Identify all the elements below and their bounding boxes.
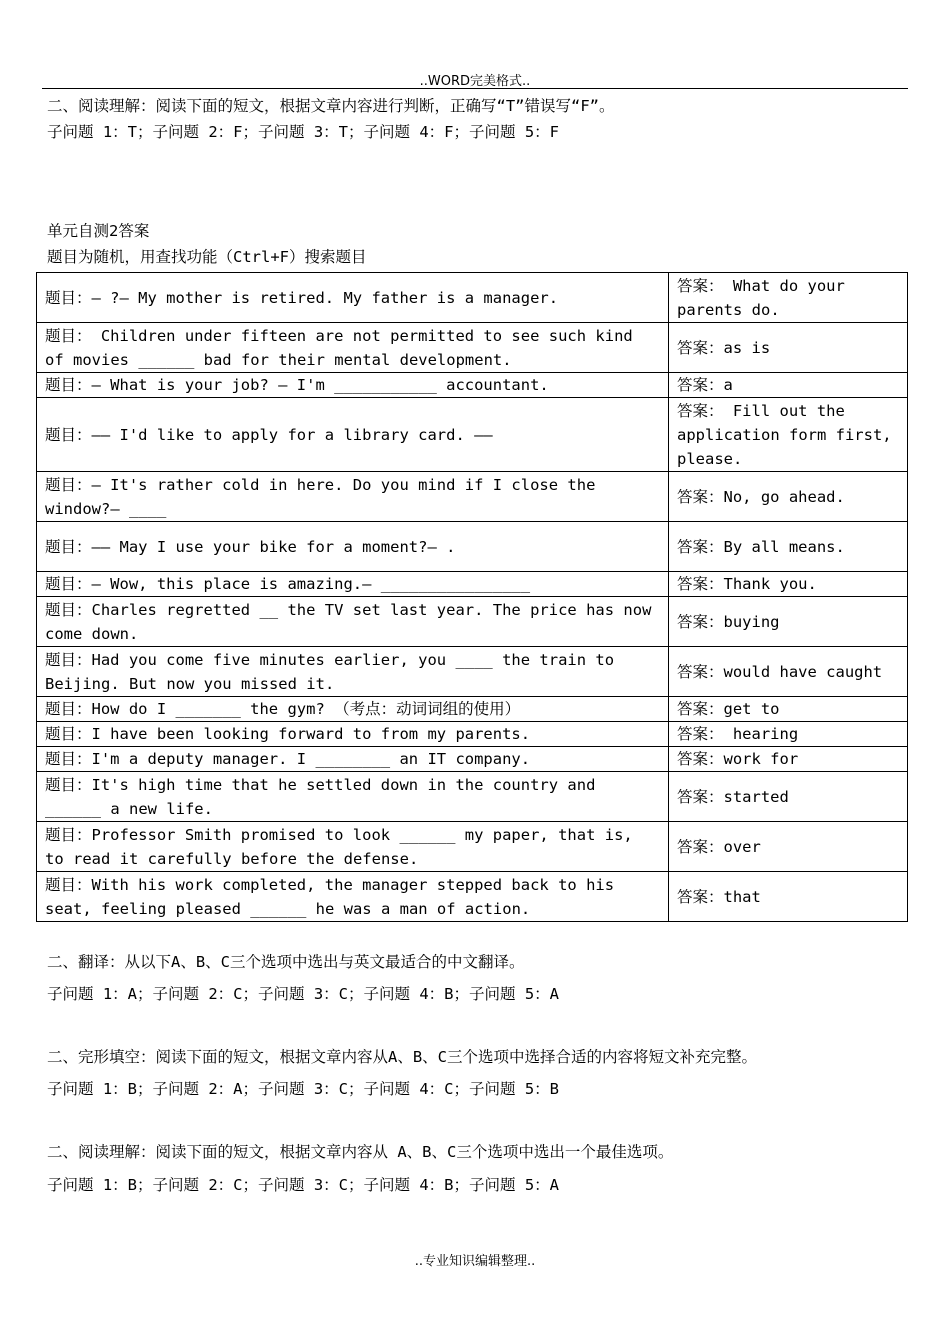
unit-title: 单元自测2答案	[47, 222, 150, 240]
answer-cell: 答案：would have caught	[669, 647, 908, 697]
question-cell: 题目：— Wow, this place is amazing.— ________________	[37, 572, 669, 597]
table-row	[37, 472, 908, 522]
question-cell: 题目：Charles regretted __ the TV set last year. The price has now come down.	[37, 597, 669, 647]
answer-cell: 答案：buying	[669, 597, 908, 647]
answer-cell: 答案：work for	[669, 747, 908, 772]
answer-cell: 答案：a	[669, 373, 908, 398]
question-cell: 题目：— It's rather cold in here. Do you mind if I close the window?— ____	[37, 472, 669, 522]
question-cell: 题目：With his work completed, the manager stepped back to his seat, feeling pleased ______ he was a man of action.	[37, 872, 669, 922]
table-row	[37, 647, 908, 697]
answer-cell: 答案：over	[669, 822, 908, 872]
section-cloze-answers: 子问题 1：B；子问题 2：A；子问题 3：C；子问题 4：C；子问题 5：B	[47, 1080, 559, 1098]
table-row	[37, 697, 908, 722]
question-cell: 题目：I have been looking forward to from my parents.	[37, 722, 669, 747]
answer-cell: 答案：that	[669, 872, 908, 922]
answer-table	[36, 272, 908, 922]
answer-cell: 答案：get to	[669, 697, 908, 722]
table-row	[37, 872, 908, 922]
section-cloze-title: 二、完形填空：阅读下面的短文，根据文章内容从A、B、C三个选项中选择合适的内容将短文补充完整。	[47, 1048, 757, 1066]
answer-cell: 答案：started	[669, 772, 908, 822]
answer-cell: 答案：as is	[669, 323, 908, 373]
question-cell: 题目：Professor Smith promised to look ______ my paper, that is, to read it carefully before the defense.	[37, 822, 669, 872]
intro-section-title: 二、阅读理解：阅读下面的短文，根据文章内容进行判断，正确写“T”错误写“F”。	[47, 97, 615, 115]
answer-cell: 答案： What do your parents do.	[669, 273, 908, 323]
table-row	[37, 597, 908, 647]
table-row	[37, 722, 908, 747]
page-footer: ..专业知识编辑整理..	[414, 1254, 536, 1269]
table-row	[37, 273, 908, 323]
table-row	[37, 572, 908, 597]
table-row	[37, 323, 908, 373]
question-cell: 题目：It's high time that he settled down in the country and ______ a new life.	[37, 772, 669, 822]
question-cell: 题目：— ?— My mother is retired. My father is a manager.	[37, 273, 669, 323]
section-reading-answers: 子问题 1：B；子问题 2：C；子问题 3：C；子问题 4：B；子问题 5：A	[47, 1176, 559, 1194]
table-row	[37, 398, 908, 472]
intro-section-answers: 子问题 1：T；子问题 2：F；子问题 3：T；子问题 4：F；子问题 5：F	[47, 123, 559, 141]
unit-note: 题目为随机，用查找功能（Ctrl+F）搜索题目	[47, 248, 367, 266]
table-row	[37, 772, 908, 822]
section-reading-title: 二、阅读理解：阅读下面的短文，根据文章内容从 A、B、C三个选项中选出一个最佳选项。	[47, 1143, 674, 1161]
answer-cell: 答案：Thank you.	[669, 572, 908, 597]
table-row	[37, 373, 908, 398]
question-cell: 题目：—— May I use your bike for a moment?— .	[37, 522, 669, 572]
table-row	[37, 822, 908, 872]
question-cell: 题目：Had you come five minutes earlier, you ____ the train to Beijing. But now you missed it.	[37, 647, 669, 697]
answer-cell: 答案： Fill out the application form first, please.	[669, 398, 908, 472]
table-row	[37, 747, 908, 772]
page-header: ..WORD完美格式..	[419, 74, 531, 89]
header-divider	[42, 88, 908, 89]
table-row	[37, 522, 908, 572]
section-translation-answers: 子问题 1：A；子问题 2：C；子问题 3：C；子问题 4：B；子问题 5：A	[47, 985, 559, 1003]
answer-cell: 答案：No, go ahead.	[669, 472, 908, 522]
question-cell: 题目：— What is your job? — I'm ___________ accountant.	[37, 373, 669, 398]
question-cell: 题目： Children under fifteen are not permitted to see such kind of movies ______ bad for their mental development.	[37, 323, 669, 373]
answer-cell: 答案： hearing	[669, 722, 908, 747]
section-translation-title: 二、翻译：从以下A、B、C三个选项中选出与英文最适合的中文翻译。	[47, 953, 525, 971]
question-cell: 题目：How do I _______ the gym? （考点：动词词组的使用）	[37, 697, 669, 722]
question-cell: 题目：I'm a deputy manager. I ________ an IT company.	[37, 747, 669, 772]
question-cell: 题目：—— I'd like to apply for a library card. ——	[37, 398, 669, 472]
answer-cell: 答案：By all means.	[669, 522, 908, 572]
